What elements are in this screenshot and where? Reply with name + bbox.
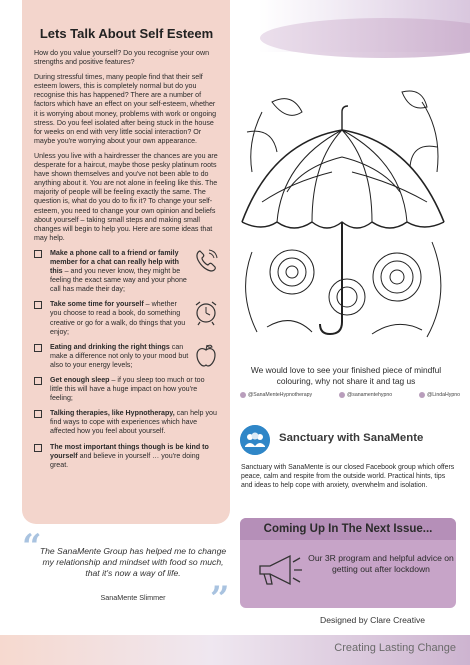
- footer-tagline: Creating Lasting Change: [334, 642, 456, 654]
- stress-paragraph: During stressful times, many people find that their self esteem lowers, this is completely normal but do you recognise this has happened? There are a number of factors which have an effect on your self-esteem, whether it is worrying about money, problems with work or ongoing stress. Do you feel isolated after being stuck in the house for weeks on end with very little social interaction? Or maybe you're worrying about your own appearance.: [34, 73, 217, 145]
- group-icon: [240, 425, 270, 455]
- tip-bold: Get enough sleep: [50, 376, 110, 384]
- list-item: [34, 300, 219, 336]
- tip-bold: Talking therapies, like Hypnotherapy,: [50, 409, 175, 418]
- list-item: [34, 249, 219, 294]
- tip-text: can make a difference not only to your mood but also to your energy levels;: [50, 342, 189, 369]
- header-decoration: [260, 18, 470, 58]
- tip-text: and believe in yourself … you're doing great.: [50, 451, 200, 469]
- checkbox-icon: [34, 410, 42, 418]
- close-quote-icon: ”: [210, 579, 230, 619]
- tip-text: – and you never know, they might be feeling the exact same way and your phone call has made their day;: [50, 267, 187, 294]
- alarm-clock-icon: [193, 298, 219, 326]
- twitter-handle[interactable]: @LindaHypno: [419, 392, 460, 398]
- tip-bold: Take some time for yourself: [50, 300, 144, 309]
- list-item: [34, 443, 219, 470]
- umbrella-colouring-illustration: [232, 72, 454, 362]
- tip-bold: The most important things though is be kind to yourself: [50, 442, 209, 460]
- facebook-icon: [240, 392, 246, 398]
- checkbox-icon: [34, 377, 42, 385]
- instagram-handle[interactable]: @sanamentehypno: [339, 392, 392, 398]
- panel-title: Lets Talk About Self Esteem: [39, 26, 214, 41]
- facebook-handle[interactable]: @SanaMenteHypnotherapy: [240, 392, 312, 398]
- checkbox-icon: [34, 344, 42, 352]
- colouring-caption: We would love to see your finished piece of mindful colouring, why not share it and tag us: [250, 365, 442, 386]
- checkbox-icon: [34, 301, 42, 309]
- list-item: [34, 409, 219, 436]
- tip-bold: Make a phone call to a friend or family member for a chat can really help with this: [50, 248, 179, 276]
- sanctuary-title: Sanctuary with SanaMente: [279, 432, 424, 444]
- next-issue-title: Coming Up In The Next Issue...: [240, 518, 456, 540]
- tips-list: [34, 249, 219, 470]
- footer-band: [0, 635, 470, 665]
- instagram-icon: [339, 392, 345, 398]
- phone-icon: [193, 247, 219, 275]
- tip-text: – if you sleep too much or too little this will have a huge impact on how you're feeling;: [50, 376, 205, 403]
- next-issue-text: Our 3R program and helpful advice on getting out after lockdown: [308, 553, 454, 574]
- tip-text: can help you find ways to cope with experiences which have affected how you feel about yourself.: [50, 409, 217, 436]
- sanctuary-text: Sanctuary with SanaMente is our closed Facebook group which offers peace, calm and respite from the outside world. Practical hints, tips and ideas to help cope with anxiety, overwhelm and isolation.: [241, 464, 455, 489]
- designer-credit: Designed by Clare Creative: [320, 615, 426, 625]
- social-handles: [240, 392, 460, 398]
- megaphone-icon: [252, 550, 306, 590]
- quote-author: SanaMente Slimmer: [100, 593, 166, 602]
- open-quote-icon: “: [22, 527, 42, 567]
- self-esteem-panel: [22, 0, 230, 524]
- checkbox-icon: [34, 250, 42, 258]
- testimonial-quote: [22, 527, 232, 619]
- quote-text: The SanaMente Group has helped me to change my relationship and mindset with food so much, that it's now a way of life.: [39, 546, 227, 578]
- list-item: [34, 343, 219, 370]
- apple-icon: [193, 341, 219, 369]
- list-item: [34, 376, 219, 403]
- tip-text: – whether you choose to read a book, do something creative or go for a walk, do things that you enjoy;: [50, 300, 186, 336]
- intro-paragraph: How do you value yourself? Do you recognise your own strengths and positive features?: [34, 49, 210, 67]
- next-issue-box: [240, 518, 456, 608]
- twitter-icon: [419, 392, 425, 398]
- tip-bold: Eating and drinking the right things: [50, 342, 170, 351]
- checkbox-icon: [34, 444, 42, 452]
- haircut-paragraph: Unless you live with a hairdresser the chances are you are desperate for a haircut, maybe those pesky platinum roots have shown themselves and you've not been able to do anything about it. You are not alone in feeling like this. The majority of people will be feeling exactly the same. The question is, what do you do to fix it? To change your self-esteem, you need to change your own opinion and beliefs about yourself – taking small steps and making small changes will begin to help you. Here are some ideas that may help.: [34, 151, 218, 242]
